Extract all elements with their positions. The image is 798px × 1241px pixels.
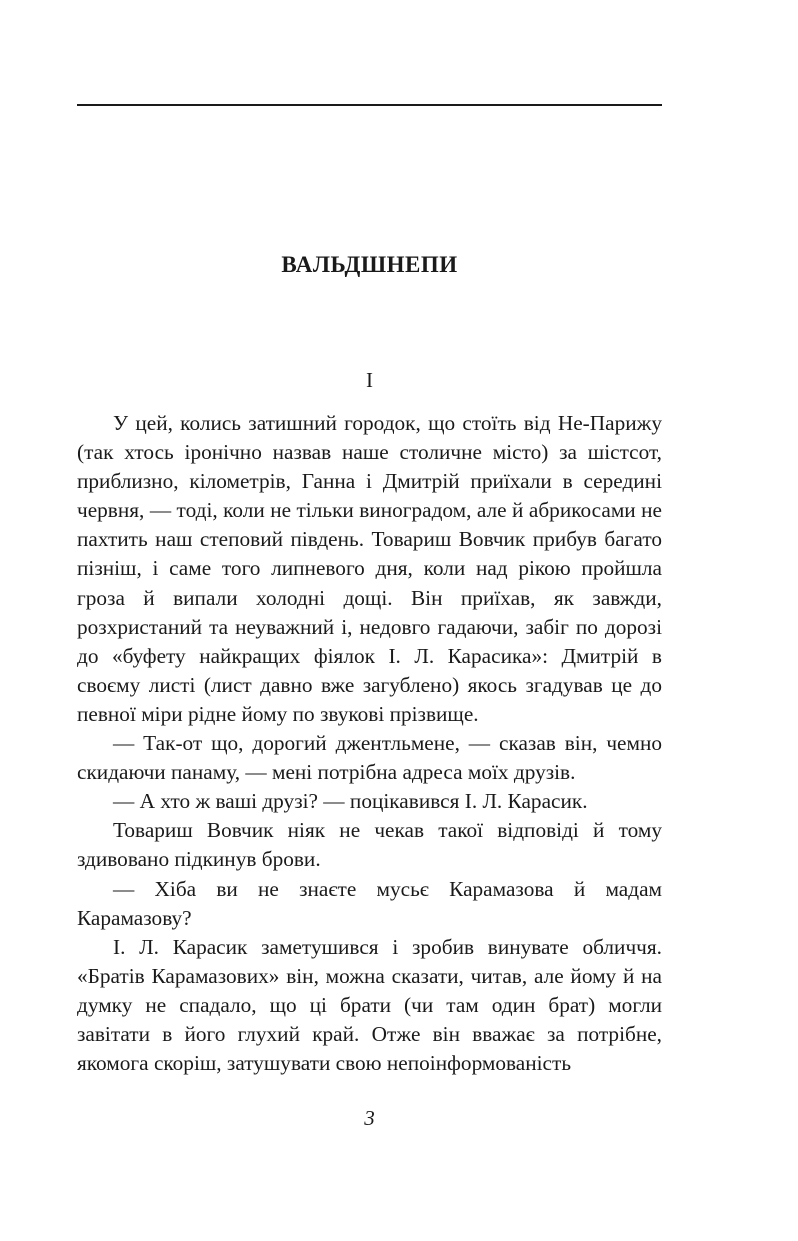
section-number: I: [366, 368, 373, 392]
body-text: [77, 409, 662, 1078]
chapter-title: ВАЛЬДШНЕПИ: [281, 252, 458, 277]
paragraph: Товариш Вовчик ніяк не чекав такої відповіді й тому здивовано підкинув брови.: [77, 818, 662, 872]
paragraph: — Хіба ви не знаєте мусьє Карамазова й мадам Карамазову?: [77, 876, 662, 930]
paragraph: — Так-от що, дорогий джентльмене, — сказав він, чемно скидаючи панаму, — мені потрібна адреса моїх друзів.: [77, 731, 662, 785]
paragraph: І. Л. Карасик заметушився і зробив винувате обличчя. «Братів Карамазових» він, можна сказати, читав, але йому й на думку не спадало, що ці брати (чи там один брат) могли завітати в його глухий край. Отже він вважає за потрібне, якомога скоріш, затушувати свою непоінформованість: [77, 934, 662, 1076]
page-number: 3: [364, 1106, 375, 1130]
paragraph: — А хто ж ваші друзі? — поцікавився І. Л. Карасик.: [113, 789, 588, 814]
header-rule: [77, 104, 662, 106]
paragraph: У цей, колись затишний городок, що стоїть від Не-Парижу (так хтось іронічно назвав наше столичне місто) за шістсот, приблизно, кілометрів, Ганна і Дмитрій приїхали в середині червня, — тоді, коли не тільки виноградом, але й абрикосами не пахтить наш степовий південь. Товариш Вовчик прибув багато пізніш, і саме того липневого дня, коли над рікою пройшла гроза й випали холодні дощі. Він приїхав, як завжди, розхристаний та неуважний і, недовго гадаючи, забіг по дорозі до «буфету найкращих фіялок І. Л. Карасика»: Дмитрій в своєму листі (лист давно вже загублено) якось згадував це до певної міри рідне йому по звукові прізвище.: [77, 411, 662, 726]
